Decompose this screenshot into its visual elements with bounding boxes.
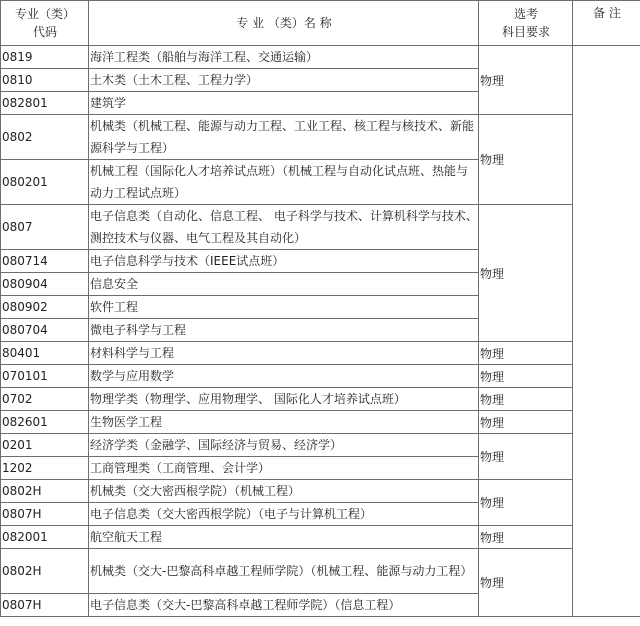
major-name: 机械类（交大-巴黎高科卓越工程师学院）（机械工程、能源与动力工程）	[89, 549, 479, 594]
major-name: 海洋工程类（船舶与海洋工程、交通运输）	[89, 46, 479, 69]
major-code: 0802H	[1, 480, 89, 503]
major-code: 0807H	[1, 594, 89, 617]
subject-requirement: 物理	[479, 46, 573, 115]
table-row	[1, 46, 640, 69]
major-name: 生物医学工程	[89, 411, 479, 434]
major-name: 电子信息类（交大密西根学院）（电子与计算机工程）	[89, 503, 479, 526]
major-code: 0807	[1, 205, 89, 250]
major-code: 0201	[1, 434, 89, 457]
table-row	[1, 434, 640, 457]
major-code: 082601	[1, 411, 89, 434]
subject-requirement: 物理	[479, 342, 573, 365]
subject-requirement: 物理	[479, 388, 573, 411]
major-name: 土木类（土木工程、工程力学）	[89, 69, 479, 92]
major-code: 080902	[1, 296, 89, 319]
major-code: 0819	[1, 46, 89, 69]
header-name: 专 业 （类）名 称	[89, 1, 479, 46]
subject-requirement: 物理	[479, 205, 573, 342]
header-code-line1: 专业（类）	[14, 7, 75, 21]
major-code: 080904	[1, 273, 89, 296]
major-name: 数学与应用数学	[89, 365, 479, 388]
major-name: 微电子科学与工程	[89, 319, 479, 342]
subject-requirement: 物理	[479, 365, 573, 388]
major-name: 经济学类（金融学、国际经济与贸易、经济学）	[89, 434, 479, 457]
major-name: 机械类（机械工程、能源与动力工程、工业工程、核工程与核技术、新能源科学与工程）	[89, 115, 479, 160]
major-name: 物理学类（物理学、应用物理学、 国际化人才培养试点班）	[89, 388, 479, 411]
header-requirement-line2: 科目要求	[501, 25, 550, 39]
major-code: 082001	[1, 526, 89, 549]
major-code: 0802	[1, 115, 89, 160]
table-row	[1, 526, 640, 549]
major-code: 080201	[1, 160, 89, 205]
table-body	[1, 46, 640, 617]
table-row	[1, 205, 640, 250]
major-name: 航空航天工程	[89, 526, 479, 549]
header-requirement	[479, 1, 573, 46]
major-name: 机械工程（国际化人才培养试点班）（机械工程与自动化试点班、热能与动力工程试点班）	[89, 160, 479, 205]
major-name: 材料科学与工程	[89, 342, 479, 365]
major-name: 机械类（交大密西根学院）（机械工程）	[89, 480, 479, 503]
major-name: 信息安全	[89, 273, 479, 296]
major-code: 0810	[1, 69, 89, 92]
header-note: 备 注	[573, 1, 640, 46]
major-name: 工商管理类（工商管理、会计学）	[89, 457, 479, 480]
major-name: 电子信息类（自动化、信息工程、 电子科学与技术、计算机科学与技术、测控技术与仪器、电气工程及其自动化）	[89, 205, 479, 250]
table-header-row	[1, 1, 640, 46]
major-name: 软件工程	[89, 296, 479, 319]
table-row	[1, 411, 640, 434]
header-code	[1, 1, 89, 46]
subject-requirement: 物理	[479, 115, 573, 205]
major-code: 080704	[1, 319, 89, 342]
major-name: 电子信息科学与技术（IEEE试点班）	[89, 250, 479, 273]
subject-requirement: 物理	[479, 526, 573, 549]
major-code: 0807H	[1, 503, 89, 526]
subject-requirement: 物理	[479, 411, 573, 434]
subject-requirement: 物理	[479, 434, 573, 480]
header-requirement-line1: 选考	[513, 7, 538, 21]
major-code: 070101	[1, 365, 89, 388]
major-code: 0802H	[1, 549, 89, 594]
note-cell	[573, 46, 640, 617]
major-name: 电子信息类（交大-巴黎高科卓越工程师学院）（信息工程）	[89, 594, 479, 617]
subject-requirement: 物理	[479, 549, 573, 617]
major-code: 1202	[1, 457, 89, 480]
major-code: 080714	[1, 250, 89, 273]
table-row	[1, 549, 640, 594]
major-code: 80401	[1, 342, 89, 365]
major-code: 0702	[1, 388, 89, 411]
header-code-line2: 代码	[32, 25, 57, 39]
table-row	[1, 365, 640, 388]
major-name: 建筑学	[89, 92, 479, 115]
table-row	[1, 115, 640, 160]
subject-requirement: 物理	[479, 480, 573, 526]
table-row	[1, 388, 640, 411]
table-row	[1, 342, 640, 365]
major-code: 082801	[1, 92, 89, 115]
table-row	[1, 480, 640, 503]
